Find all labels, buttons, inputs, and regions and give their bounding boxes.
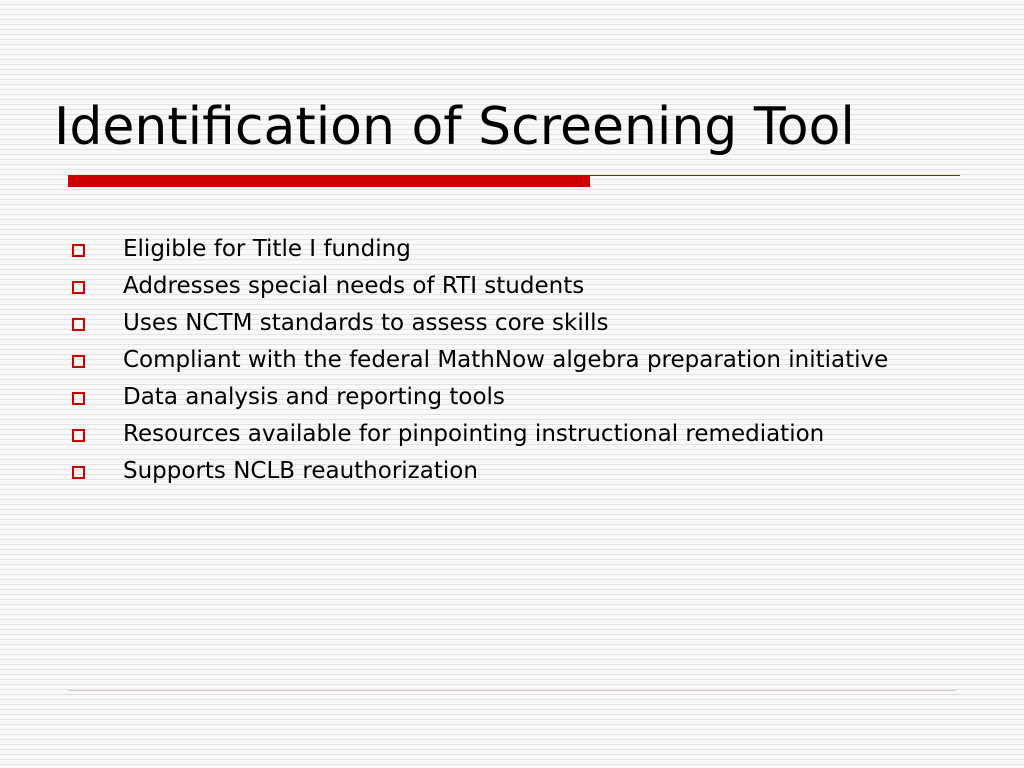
footer-divider [68, 690, 956, 691]
bullet-text: Uses NCTM standards to assess core skills [123, 310, 609, 336]
bullet-list [72, 234, 952, 493]
bullet-text: Eligible for Title I funding [123, 236, 411, 262]
bullet-text: Addresses special needs of RTI students [123, 273, 585, 299]
hollow-square-bullet-icon [72, 244, 85, 257]
bullet-text: Compliant with the federal MathNow algebra preparation initiative [123, 347, 889, 373]
bullet-text: Supports NCLB reauthorization [123, 458, 478, 484]
list-item [72, 308, 952, 338]
bullet-text: Data analysis and reporting tools [123, 384, 505, 410]
list-item [72, 234, 952, 264]
slide-title: Identification of Screening Tool [54, 97, 855, 157]
hollow-square-bullet-icon [72, 281, 85, 294]
hollow-square-bullet-icon [72, 318, 85, 331]
list-item [72, 456, 952, 486]
list-item [72, 419, 952, 449]
list-item [72, 382, 952, 412]
title-underline-thin [590, 175, 960, 176]
hollow-square-bullet-icon [72, 466, 85, 479]
bullet-text: Resources available for pinpointing instructional remediation [123, 421, 825, 447]
list-item [72, 271, 952, 301]
hollow-square-bullet-icon [72, 392, 85, 405]
hollow-square-bullet-icon [72, 355, 85, 368]
hollow-square-bullet-icon [72, 429, 85, 442]
title-underline-thick [68, 175, 590, 187]
list-item [72, 345, 952, 375]
